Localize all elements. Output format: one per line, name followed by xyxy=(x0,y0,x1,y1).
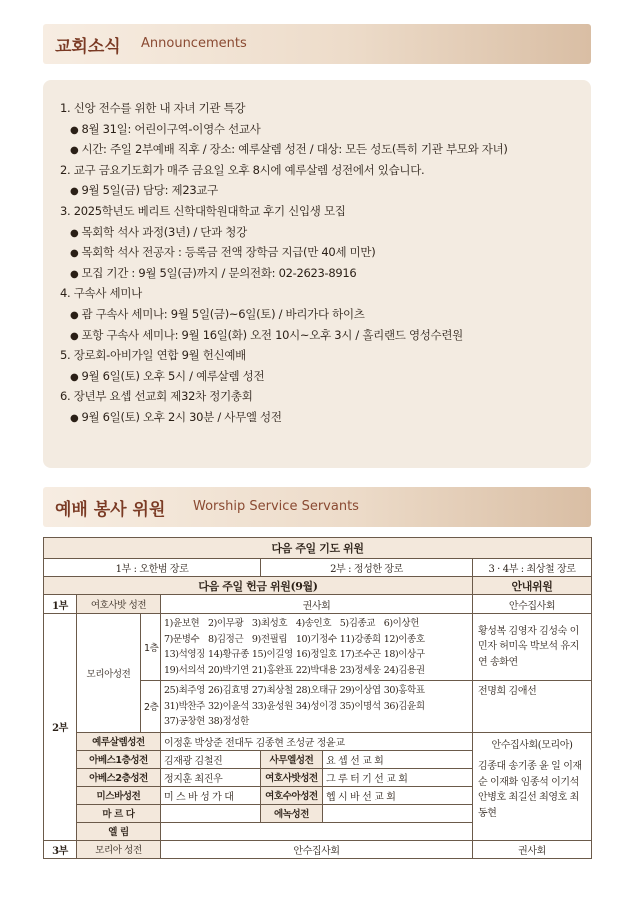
prayer-row xyxy=(44,559,592,577)
chapel-label: 마 르 다 xyxy=(77,804,161,822)
offering-member: 21)홍완표 xyxy=(251,664,293,676)
servants-title: 예배 봉사 위원 xyxy=(55,500,166,520)
announcement-detail: ● 모집 기간 : 9월 5일(금)까지 / 문의전화: 02-2623-8916 xyxy=(60,263,580,284)
offering-member: 29)이상엽 xyxy=(339,685,381,696)
chapel-row xyxy=(44,732,592,750)
chapel-label: 에녹성전 xyxy=(261,804,323,822)
offering-member: 13)석영징 xyxy=(164,649,205,660)
floor-1-usher: 황성복 김영자 김성숙 이민자 허미옥 박보석 유지연 송화연 xyxy=(473,614,592,681)
announcements-list xyxy=(60,98,580,428)
service-3-offering: 안수집사회 xyxy=(161,840,473,858)
service-3-row xyxy=(44,840,592,858)
chapel-label: 아베스1층성전 xyxy=(77,750,161,768)
chapel-label: 여호수아성전 xyxy=(261,786,323,804)
service-3-place: 모리아 성전 xyxy=(77,840,161,858)
offering-member: 3)최성호 xyxy=(251,618,288,629)
moriah-place: 모리아성전 xyxy=(77,614,141,733)
service-2-label: 2부 xyxy=(44,614,77,841)
offering-member: 11)강종희 xyxy=(339,633,381,645)
announcement-item: 2. 교구 금요기도회가 매주 금요일 오후 8시에 예루살렘 성전에서 있습니다. xyxy=(60,162,425,177)
announcement-item: 6. 장년부 요셉 선교회 제32차 정기총회 xyxy=(60,389,253,404)
offering-member: 17)조수곤 xyxy=(339,649,381,660)
chapel-value xyxy=(161,804,261,822)
moriah-usher-names: 김종대 송기종 윤 일 이재순 이재화 임종석 이기석 안병호 최길선 최영호 최동현 xyxy=(478,761,582,819)
moriah-usher-cell xyxy=(473,732,592,840)
offering-member: 9)전필립 xyxy=(251,633,288,645)
offering-member: 36)김윤희 xyxy=(383,700,425,712)
announcement-item: 3. 2025학년도 베리트 신학대학원대학교 후기 신입생 모집 xyxy=(60,203,346,218)
announcements-header xyxy=(43,24,591,64)
chapel-value: 그 루 터 기 선 교 회 xyxy=(323,768,473,786)
prayer-2: 2부 : 정성한 장로 xyxy=(261,559,473,577)
announcement-detail: ● 시간: 주일 2부예배 직후 / 장소: 예루살렘 성전 / 대상: 모든 성도(특히 기관 부모와 자녀) xyxy=(60,139,580,160)
announcement-item: 1. 신앙 전수를 위한 내 자녀 기관 특강 xyxy=(60,101,246,115)
chapel-label: 아베스2층성전 xyxy=(77,768,161,786)
offering-member: 31)박찬주 xyxy=(164,700,205,712)
offering-member: 7)문병수 xyxy=(164,633,200,645)
announcement-detail: ● 8월 31일: 어린이구역-이영수 선교사 xyxy=(60,119,580,140)
service-3-usher: 권사회 xyxy=(473,840,592,858)
offering-member: 14)황규종 xyxy=(207,649,249,660)
offering-member: 22)박대용 xyxy=(295,664,337,676)
floor-2-label: 2층 xyxy=(141,681,161,733)
announcements-title-en: Announcements xyxy=(141,36,247,51)
announcement-detail: ● 9월 6일(토) 오후 5시 / 예루살렘 성전 xyxy=(60,366,580,387)
announcement-item: 5. 장로회-아비가일 연합 9월 헌신예배 xyxy=(60,348,246,363)
service-1-usher: 안수집사회 xyxy=(473,595,592,614)
offering-member: 32)이윤석 xyxy=(207,700,249,712)
offering-member: 8)김정근 xyxy=(207,633,244,645)
offering-member: 23)정세웅 xyxy=(339,664,381,676)
floor-2-names xyxy=(164,681,469,732)
offering-member: 15)이길영 xyxy=(251,649,293,660)
offering-title: 다음 주일 헌금 위원(9월) xyxy=(44,577,473,595)
offering-member: 28)오태규 xyxy=(295,685,337,696)
offering-member: 5)김종교 xyxy=(339,618,376,629)
chapel-label: 미스바성전 xyxy=(77,786,161,804)
chapel-label: 엘 림 xyxy=(77,822,161,840)
floor-1-label: 1층 xyxy=(141,614,161,681)
offering-member: 33)윤성원 xyxy=(251,700,293,712)
chapel-label: 사무엘성전 xyxy=(261,750,323,768)
offering-member: 1)윤보현 xyxy=(164,618,200,629)
offering-member: 16)정일호 xyxy=(295,649,337,660)
announcements-title: 교회소식 xyxy=(55,37,121,57)
offering-member: 20)박기연 xyxy=(207,664,249,676)
offering-member: 37)공창현 xyxy=(164,716,205,727)
servants-table xyxy=(43,537,592,859)
servants-title-en: Worship Service Servants xyxy=(193,499,359,514)
prayer-title-row xyxy=(44,538,592,559)
chapel-value: 미 스 바 성 가 대 xyxy=(161,786,261,804)
offering-member: 30)홍학표 xyxy=(383,685,425,696)
chapel-value: 요 셉 선 교 회 xyxy=(323,750,473,768)
chapel-value xyxy=(161,822,473,840)
offering-member: 27)최상철 xyxy=(251,685,293,696)
offering-member: 12)이종호 xyxy=(383,633,425,645)
service-1-row xyxy=(44,595,592,614)
moriah-usher-title: 안수집사회(모리아) xyxy=(491,739,573,751)
announcement-detail: ● 포항 구속사 세미나: 9월 16일(화) 오전 10시~오후 3시 / 홀리랜드 영성수련원 xyxy=(60,325,580,346)
floor-1-names xyxy=(164,614,469,680)
announcement-detail: ● 목회학 석사 전공자 : 등록금 전액 장학금 지급(만 40세 미만) xyxy=(60,242,580,263)
floor-2-usher: 전명희 김애선 xyxy=(473,681,592,733)
offering-title-row xyxy=(44,577,592,595)
offering-member: 35)이명석 xyxy=(339,700,381,712)
offering-member: 18)이상구 xyxy=(383,649,425,660)
offering-member: 19)서의석 xyxy=(164,664,205,676)
offering-member: 2)이무광 xyxy=(207,618,244,629)
announcement-detail: ● 9월 5일(금) 담당: 제23교구 xyxy=(60,180,580,201)
usher-title: 안내위원 xyxy=(473,577,592,595)
announcement-detail: ● 괌 구속사 세미나: 9월 5일(금)~6일(토) / 바리가다 하이츠 xyxy=(60,304,580,325)
offering-member: 6)이상헌 xyxy=(383,618,419,629)
service-1-offering: 권사회 xyxy=(161,595,473,614)
chapel-value xyxy=(323,804,473,822)
service-2-floor-1-row xyxy=(44,614,592,681)
announcement-item: 4. 구속사 세미나 xyxy=(60,286,142,301)
prayer-3: 3 · 4부 : 최상철 장로 xyxy=(473,559,592,577)
offering-member: 38)정성한 xyxy=(207,716,249,727)
offering-member: 10)기정수 xyxy=(295,633,337,645)
chapel-value: 김재광 김철진 xyxy=(161,750,261,768)
servants-header xyxy=(43,487,591,527)
announcement-detail: ● 9월 6일(토) 오후 2시 30분 / 사무엘 성전 xyxy=(60,407,580,428)
announcement-detail: ● 목회학 석사 과정(3년) / 단과 청강 xyxy=(60,222,580,243)
service-1-label: 1부 xyxy=(44,595,77,614)
offering-member: 34)성이경 xyxy=(295,700,337,712)
chapel-value: 이정훈 박상준 전대두 김종현 조성균 정윤교 xyxy=(161,732,473,750)
prayer-title: 다음 주일 기도 위원 xyxy=(44,538,592,559)
prayer-1: 1부 : 오한범 장로 xyxy=(44,559,261,577)
offering-member: 24)김용권 xyxy=(383,664,425,676)
service-1-place: 여호사밧 성전 xyxy=(77,595,161,614)
chapel-value: 헵 시 바 선 교 회 xyxy=(323,786,473,804)
offering-member: 25)최주영 xyxy=(164,685,205,696)
offering-member: 26)김효명 xyxy=(207,685,249,696)
chapel-label: 여호사밧성전 xyxy=(261,768,323,786)
chapel-value: 정지훈 최진우 xyxy=(161,768,261,786)
service-3-label: 3부 xyxy=(44,840,77,858)
offering-member: 4)송인호 xyxy=(295,618,332,629)
chapel-label: 예루살렘성전 xyxy=(77,732,161,750)
